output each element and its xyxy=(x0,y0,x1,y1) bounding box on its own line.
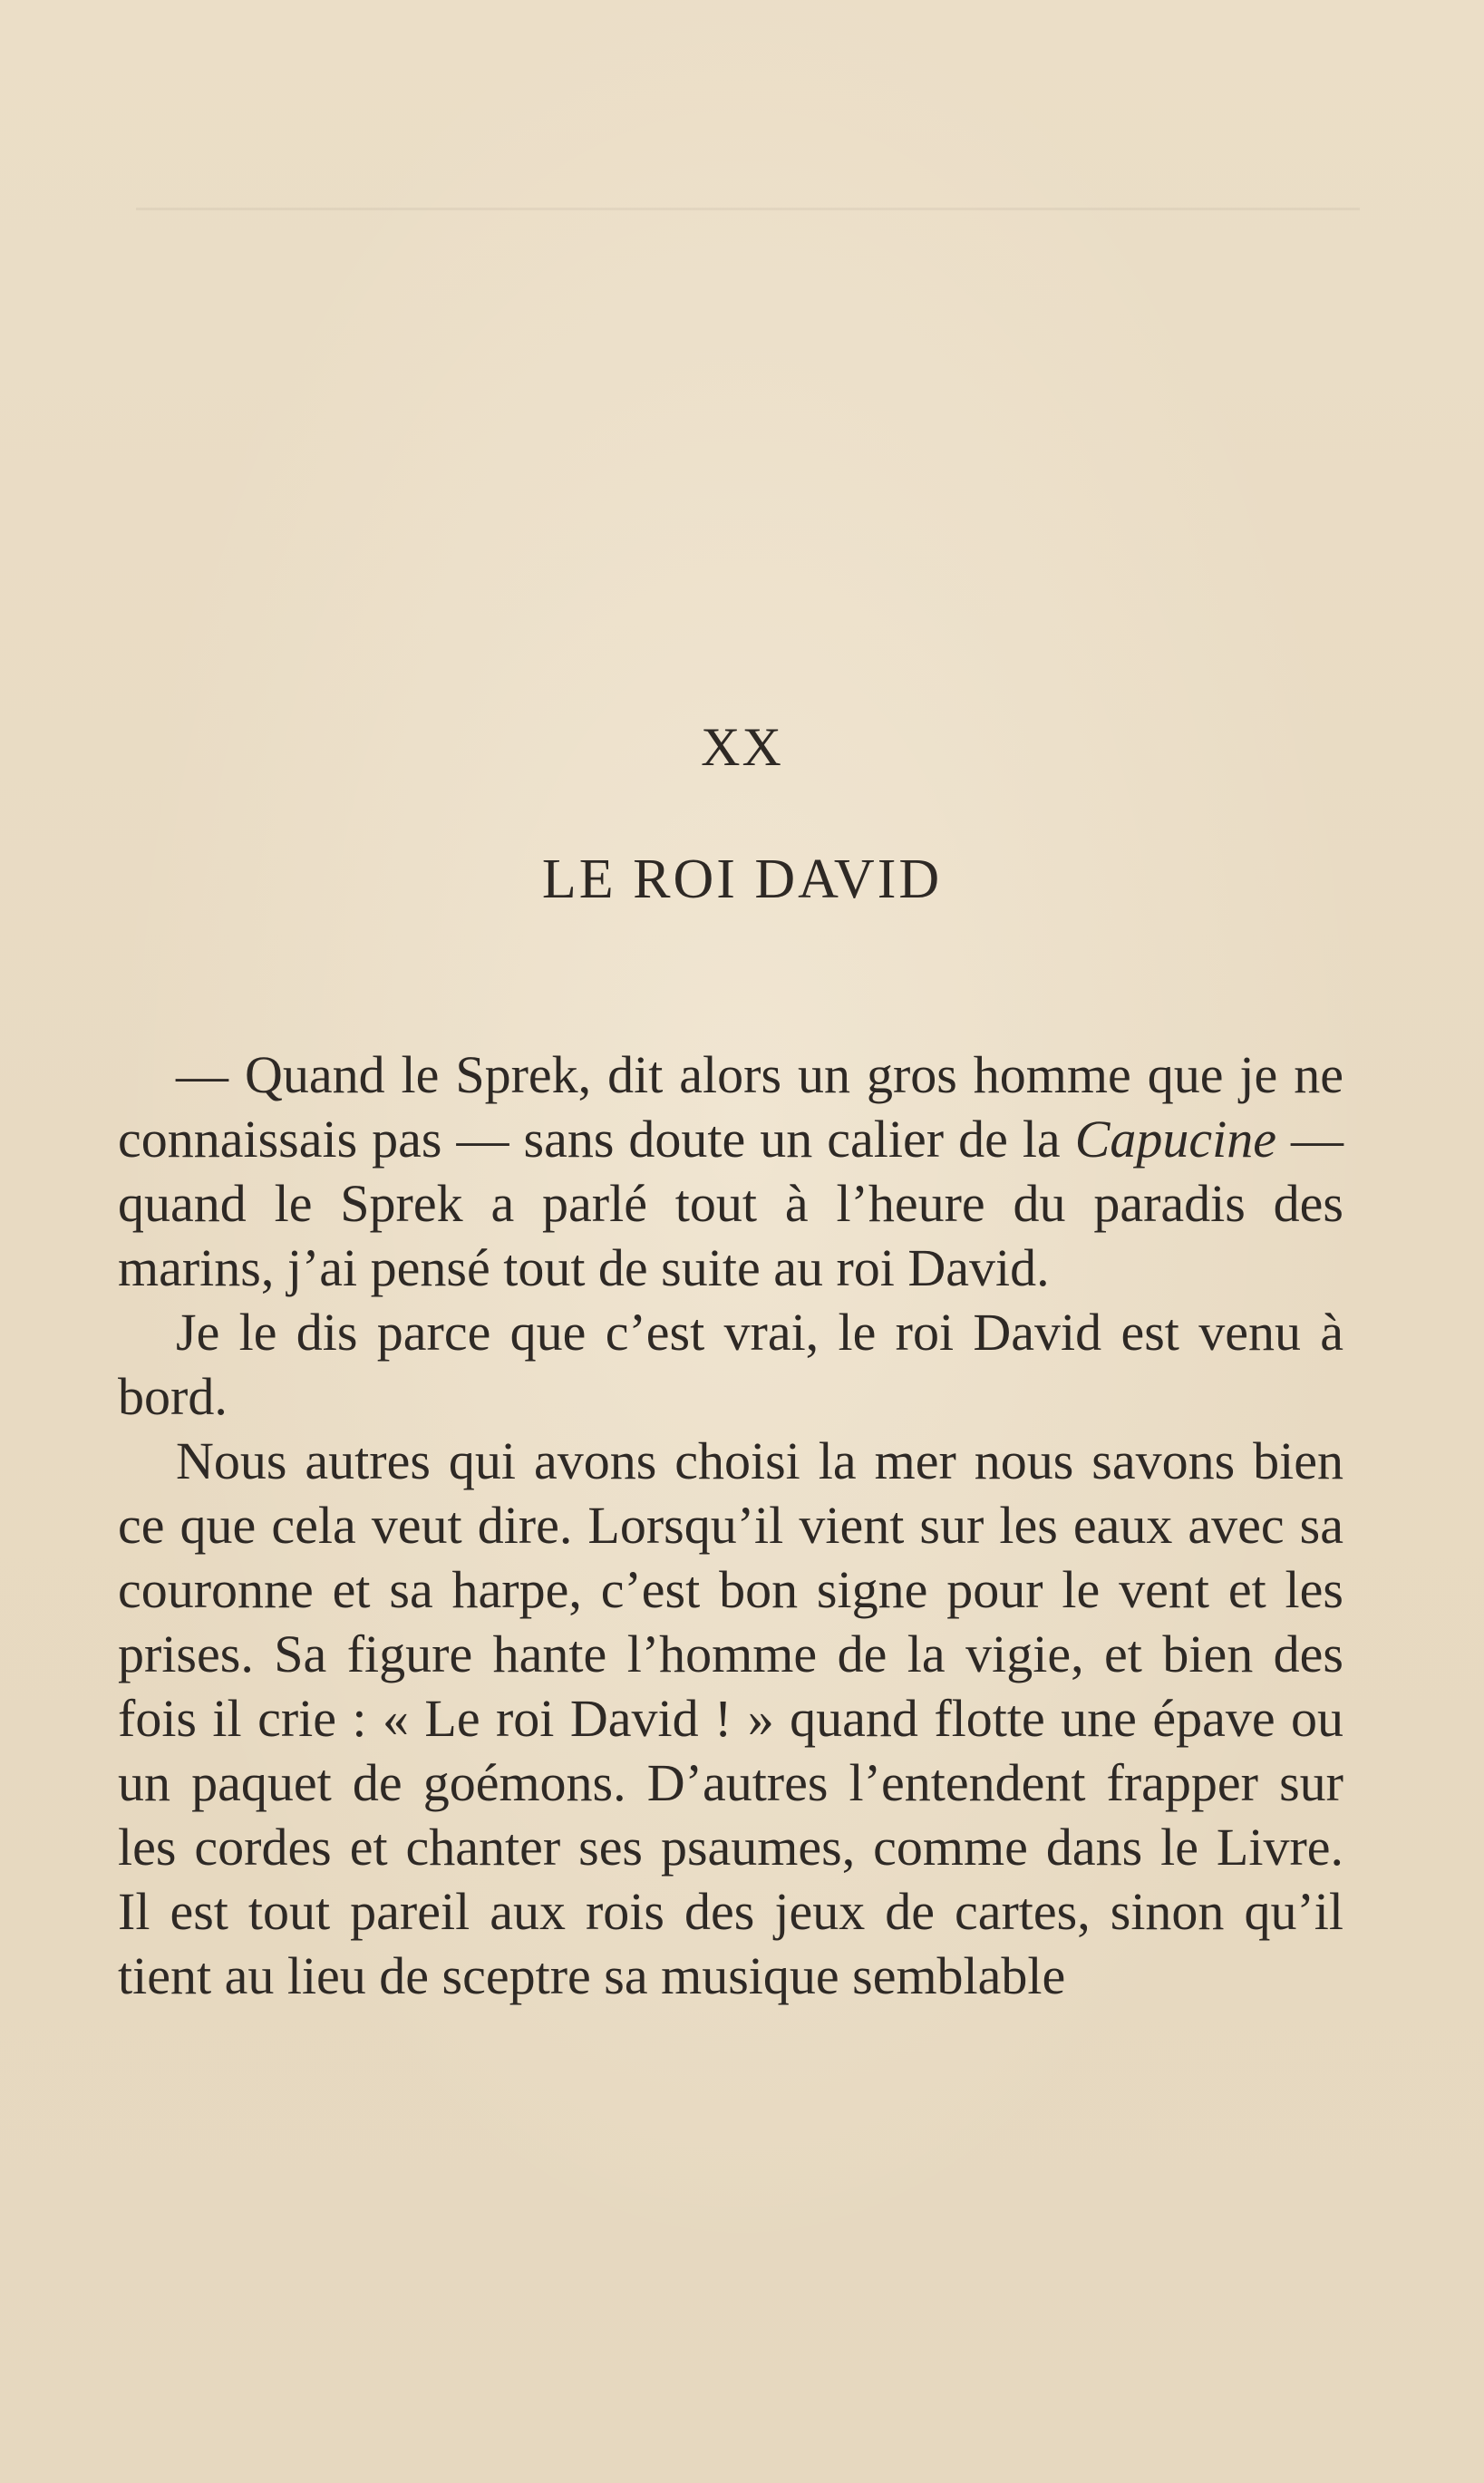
paragraph-1-text-a: — Quand le Sprek, dit alors un gros homme que je ne connaissais pas — sans doute un calier de la xyxy=(118,1045,1343,1169)
ship-name-emphasis: Capucine xyxy=(1074,1110,1276,1169)
paragraph-2: Je le dis parce que c’est vrai, le roi David est venu à bord. xyxy=(118,1303,1343,1426)
paragraph-1-text-b: — quand le Sprek a parlé tout à l’heure du paradis des marins, j’ai pensé tout de suite au roi David. xyxy=(118,1110,1343,1297)
paragraph-1 xyxy=(118,1043,1343,1300)
bleed-through-header xyxy=(136,195,1360,210)
paragraph-3: Nous autres qui avons choisi la mer nous savons bien ce que cela veut dire. Lorsqu’il vient sur les eaux avec sa couronne et sa harpe, c’est bon signe pour le vent et les prises. Sa figure hante l’homme de la vigie, et bien des fois il crie : « Le roi David ! » quand flotte une épave ou un paquet de goémons. D’autres l’entendent frapper sur les cordes et chanter ses psaumes, comme dans le Livre. Il est tout pareil aux rois des jeux de cartes, sinon qu’il tient au lieu de sceptre sa musique semblable xyxy=(118,1431,1343,2005)
chapter-number: XX xyxy=(701,717,783,777)
body-text xyxy=(118,1043,1343,2008)
chapter-title: LE ROI DAVID xyxy=(541,849,943,910)
